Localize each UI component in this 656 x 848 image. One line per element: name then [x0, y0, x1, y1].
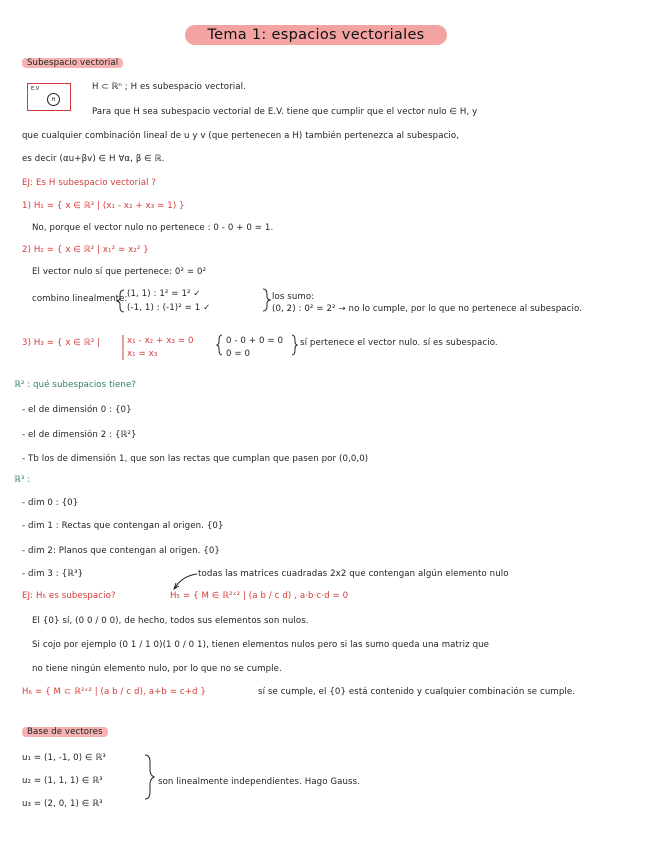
h6-answer: sí se cumple, el {0} está contenido y cualquier combinación se cumple.: [258, 687, 576, 697]
brace-right-h3: [292, 335, 297, 355]
vector-u3: u₃ = (2, 0, 1) ∈ ℝ³: [22, 799, 103, 809]
ev-diagram-label: E.V: [31, 86, 40, 92]
section-heading-subespacio: Subespacio vectorial: [22, 57, 123, 69]
h2-sum-label: los sumo:: [272, 292, 315, 302]
vector-u1: u₁ = (1, -1, 0) ∈ ℝ³: [22, 753, 106, 763]
h1-definition: 1) H₁ = { x ∈ ℝ³ | (x₁ - x₂ + x₃ = 1) }: [22, 201, 185, 211]
example-question-1: EJ: Es H subespacio vectorial ?: [22, 178, 157, 188]
h3-answer: sí pertenece el vector nulo. sí es subespacio.: [300, 338, 498, 348]
brace-left-h3: [217, 335, 222, 355]
h1-answer: No, porque el vector nulo no pertenece : 0 - 0 + 0 = 1.: [32, 223, 274, 233]
base-note: son linealmente independientes. Hago Gauss.: [158, 777, 361, 787]
r3-dim-3: - dim 3 : {ℝ³}: [22, 569, 84, 579]
brace-right-h2: [263, 289, 270, 311]
r3-heading: ℝ³ :: [14, 475, 31, 485]
r2-dim-2: - el de dimensión 2 : {ℝ²}: [22, 430, 137, 440]
r3-dim-2: - dim 2: Planos que contengan al origen. {0}: [22, 546, 220, 556]
h3-definition: 3) H₃ = { x ∈ ℝ³ |: [22, 338, 101, 348]
h5-line-3: no tiene ningún elemento nulo, por lo que no se cumple.: [32, 664, 282, 674]
section-heading-base: Base de vectores: [22, 726, 108, 738]
r2-dim-1: - Tb los de dimensión 1, que son las rectas que cumplan que pasen por (0,0,0): [22, 454, 369, 464]
vector-u2: u₂ = (1, 1, 1) ∈ ℝ³: [22, 776, 103, 786]
brace-base: [145, 755, 154, 799]
r3-dim-1: - dim 1 : Rectas que contengan al origen. {0}: [22, 521, 224, 531]
h3-equation-1: x₁ - x₂ + x₃ = 0: [127, 336, 194, 346]
h-circle: H: [47, 93, 60, 106]
r3-matrices-note: todas las matrices cuadradas 2x2 que contengan algún elemento nulo: [198, 569, 509, 579]
h6-definition: H₆ = { M ⊂ ℝ²ˣ² | (a b / c d), a+b = c+d }: [22, 687, 206, 697]
h5-definition: H₅ = { M ∈ ℝ²ˣ² | (a b / c d) , a·b·c·d = 0: [170, 591, 349, 601]
h2-combination-1: (1, 1) : 1² = 1² ✓: [127, 289, 201, 299]
r2-dim-0: - el de dimensión 0 : {0}: [22, 405, 132, 415]
h3-check-2: 0 = 0: [226, 349, 251, 359]
r3-dim-0: - dim 0 : {0}: [22, 498, 79, 508]
h5-line-2: Si cojo por ejemplo (0 1 / 1 0)(1 0 / 0 1), tienen elementos nulos pero si las sumo queda una matriz que: [32, 640, 490, 650]
h2-combine-label: combino linealmente:: [32, 294, 128, 304]
def-line-4: es decir (αu+βv) ∈ H ∀α, β ∈ ℝ.: [22, 154, 165, 164]
page-title: Tema 1: espacios vectoriales: [185, 25, 447, 45]
h2-combination-2: (-1, 1) : (-1)² = 1 ✓: [127, 303, 211, 313]
h3-check-1: 0 - 0 + 0 = 0: [226, 336, 284, 346]
h5-line-1: El {0} sí, (0 0 / 0 0), de hecho, todos sus elementos son nulos.: [32, 616, 309, 626]
h2-definition: 2) H₂ = { x ∈ ℝ² | x₁² = x₂² }: [22, 245, 149, 255]
h3-equation-2: x₁ = x₃: [127, 349, 158, 359]
def-line-2: Para que H sea subespacio vectorial de E.V. tiene que cumplir que el vector nulo ∈ H, y: [92, 107, 478, 117]
r2-question: ℝ² : qué subespacios tiene?: [14, 380, 137, 390]
example-question-2: EJ: H₅ es subespacio?: [22, 591, 116, 601]
brace-left-h2: [117, 290, 124, 312]
h2-answer: El vector nulo sí que pertenece: 0² = 0²: [32, 267, 207, 277]
h2-result: (0, 2) : 0² = 2² → no lo cumple, por lo que no pertenece al subespacio.: [272, 304, 582, 314]
def-line-1: H ⊂ ℝⁿ ; H es subespacio vectorial.: [92, 82, 246, 92]
def-line-3: que cualquier combinación lineal de u y v (que pertenecen a H) también pertenezca al subespacio,: [22, 131, 460, 141]
